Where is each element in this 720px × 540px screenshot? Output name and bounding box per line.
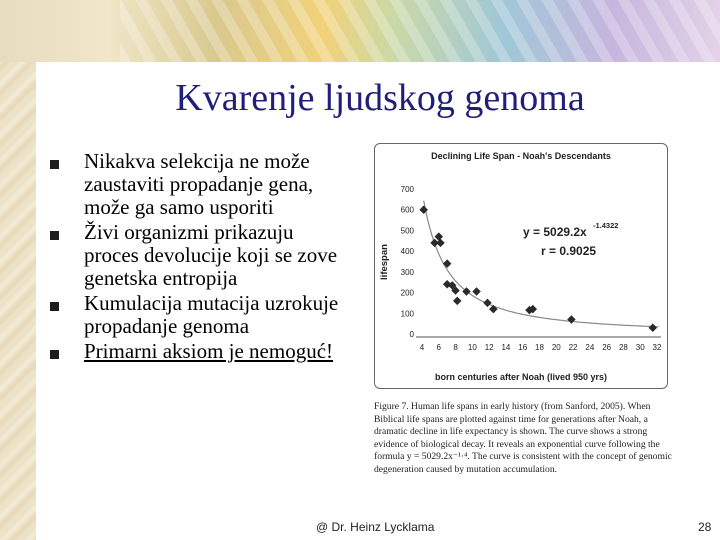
x-tick-label: 12 (484, 343, 494, 352)
background-banner-overlay (120, 0, 720, 62)
bullet-item (50, 221, 350, 290)
slide-title: Kvarenje ljudskog genoma (175, 77, 585, 119)
data-point (567, 315, 575, 323)
y-tick-label: 100 (400, 309, 414, 319)
x-tick-label: 26 (602, 343, 612, 352)
y-tick-label: 200 (400, 288, 414, 298)
fit-r-value: r = 0.9025 (541, 244, 597, 258)
bullet-item (50, 292, 350, 338)
bullet-text: Nikakva selekcija ne može zaustaviti propadanje gena, može ga samo usporiti (84, 149, 314, 219)
x-tick-label: 18 (535, 343, 544, 352)
x-tick-label: 30 (635, 343, 645, 352)
data-point (472, 287, 480, 295)
x-tick-label: 20 (551, 343, 561, 352)
chart-title: Declining Life Span - Noah's Descendants (431, 151, 611, 161)
y-tick-label: 300 (400, 267, 414, 277)
fit-equation: y = 5029.2x (523, 225, 587, 239)
data-point (436, 239, 444, 247)
bullet-item (50, 340, 350, 363)
data-point (443, 259, 451, 267)
x-tick-label: 8 (453, 343, 458, 352)
bullet-square-icon (50, 302, 59, 311)
x-tick-label: 32 (652, 343, 662, 352)
y-tick-label: 600 (400, 205, 414, 215)
data-point (483, 299, 491, 307)
bullet-square-icon (50, 231, 59, 240)
bullet-square-icon (50, 350, 59, 359)
bullet-link-text[interactable]: Primarni aksiom je nemoguć! (84, 339, 334, 363)
fit-curve (424, 201, 659, 327)
data-point (489, 305, 497, 313)
bullet-square-icon (50, 160, 59, 169)
x-tick-label: 22 (568, 343, 578, 352)
y-tick-label: 700 (400, 185, 414, 194)
chart-frame (374, 143, 668, 389)
x-tick-label: 28 (618, 343, 628, 352)
x-tick-label: 10 (467, 343, 477, 352)
y-tick-label: 500 (400, 226, 414, 236)
figure-caption: Figure 7. Human life spans in early history (from Sanford, 2005). When Biblical life spans are plotted against time for generations after Noah, a dramatic decline in life expectancy is shown. The curve shows a strong evidence of biological decay. It reveals an exponential curve following the formula y = 5029.2x⁻¹·⁴. The curve is consistent with the concept of genomic degeneration caused by mutation accumulation. (374, 401, 672, 475)
footer-author: @ Dr. Heinz Lycklama (316, 520, 435, 534)
data-point (649, 324, 657, 332)
lifespan-scatter-chart (375, 144, 667, 388)
x-tick-label: 6 (436, 343, 442, 352)
x-tick-label: 16 (518, 343, 528, 352)
bullet-text: Živi organizmi prikazuju proces devolucije koji se zove genetska entropija (84, 220, 338, 290)
x-tick-label: 24 (585, 343, 595, 352)
x-tick-label: 4 (419, 343, 425, 352)
data-point (453, 297, 461, 305)
x-axis-label: born centuries after Noah (lived 950 yrs) (434, 372, 608, 382)
x-tick-label: 14 (501, 343, 511, 352)
bullet-text: Kumulacija mutacija uzrokuje propadanje genoma (84, 291, 339, 338)
y-tick-label: 0 (409, 330, 414, 339)
page-number: 28 (698, 520, 712, 534)
bullet-item (50, 150, 350, 219)
y-axis-label: lifespan (379, 244, 390, 280)
data-point (435, 232, 443, 240)
bullet-list (50, 150, 350, 365)
fit-exponent: -1.4322 (593, 221, 619, 230)
y-tick-label: 400 (400, 247, 414, 257)
